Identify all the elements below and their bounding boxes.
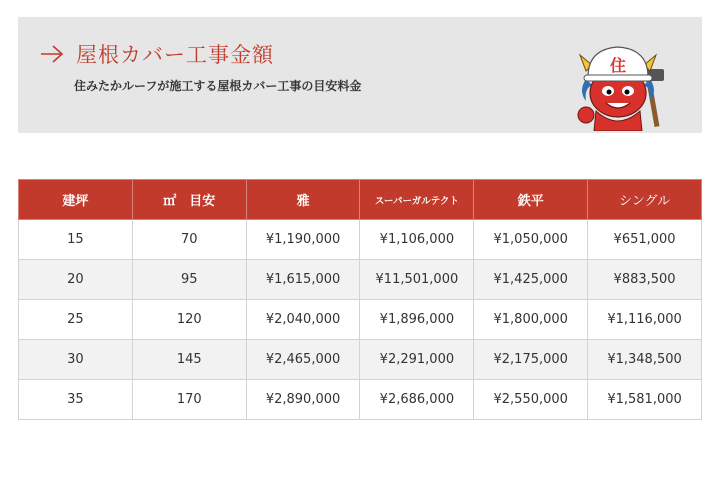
table-header-row [19,180,702,220]
cell-tsubo: 20 [19,260,133,300]
page-title: 屋根カバー工事金額 [76,43,274,67]
cell-miyabi: ¥2,040,000 [246,300,360,340]
cell-super-galtect: ¥11,501,000 [360,260,474,300]
header-tsubo: 建坪 [19,180,133,220]
oni-mascot-icon [558,35,678,131]
cell-area: 70 [132,220,246,260]
price-table [18,179,702,420]
header-banner [18,17,702,133]
cell-shingle: ¥1,581,000 [588,380,702,420]
cell-teppei: ¥1,050,000 [474,220,588,260]
cell-miyabi: ¥1,615,000 [246,260,360,300]
page-subtitle: 住みたかルーフが施工する屋根カバー工事の目安料金 [74,79,362,93]
cell-tsubo: 15 [19,220,133,260]
cell-area: 145 [132,340,246,380]
arrow-right-icon [40,44,64,64]
svg-text:住: 住 [609,56,627,75]
table-row [19,220,702,260]
table-row [19,340,702,380]
cell-shingle: ¥1,116,000 [588,300,702,340]
cell-teppei: ¥1,800,000 [474,300,588,340]
title-row [40,39,274,69]
table-row [19,380,702,420]
table-row [19,300,702,340]
header-super-galtect: スーパーガルテクト [360,180,474,220]
cell-teppei: ¥2,175,000 [474,340,588,380]
cell-shingle: ¥883,500 [588,260,702,300]
cell-tsubo: 25 [19,300,133,340]
cell-shingle: ¥651,000 [588,220,702,260]
cell-tsubo: 35 [19,380,133,420]
cell-super-galtect: ¥2,686,000 [360,380,474,420]
cell-tsubo: 30 [19,340,133,380]
cell-super-galtect: ¥2,291,000 [360,340,474,380]
cell-super-galtect: ¥1,106,000 [360,220,474,260]
table-row [19,260,702,300]
header-teppei: 鉄平 [474,180,588,220]
cell-shingle: ¥1,348,500 [588,340,702,380]
cell-miyabi: ¥2,890,000 [246,380,360,420]
header-miyabi: 雅 [246,180,360,220]
cell-miyabi: ¥2,465,000 [246,340,360,380]
cell-area: 95 [132,260,246,300]
cell-teppei: ¥1,425,000 [474,260,588,300]
header-shingle: シングル [588,180,702,220]
cell-area: 170 [132,380,246,420]
header-area: ㎡ 目安 [132,180,246,220]
cell-area: 120 [132,300,246,340]
cell-super-galtect: ¥1,896,000 [360,300,474,340]
cell-miyabi: ¥1,190,000 [246,220,360,260]
cell-teppei: ¥2,550,000 [474,380,588,420]
